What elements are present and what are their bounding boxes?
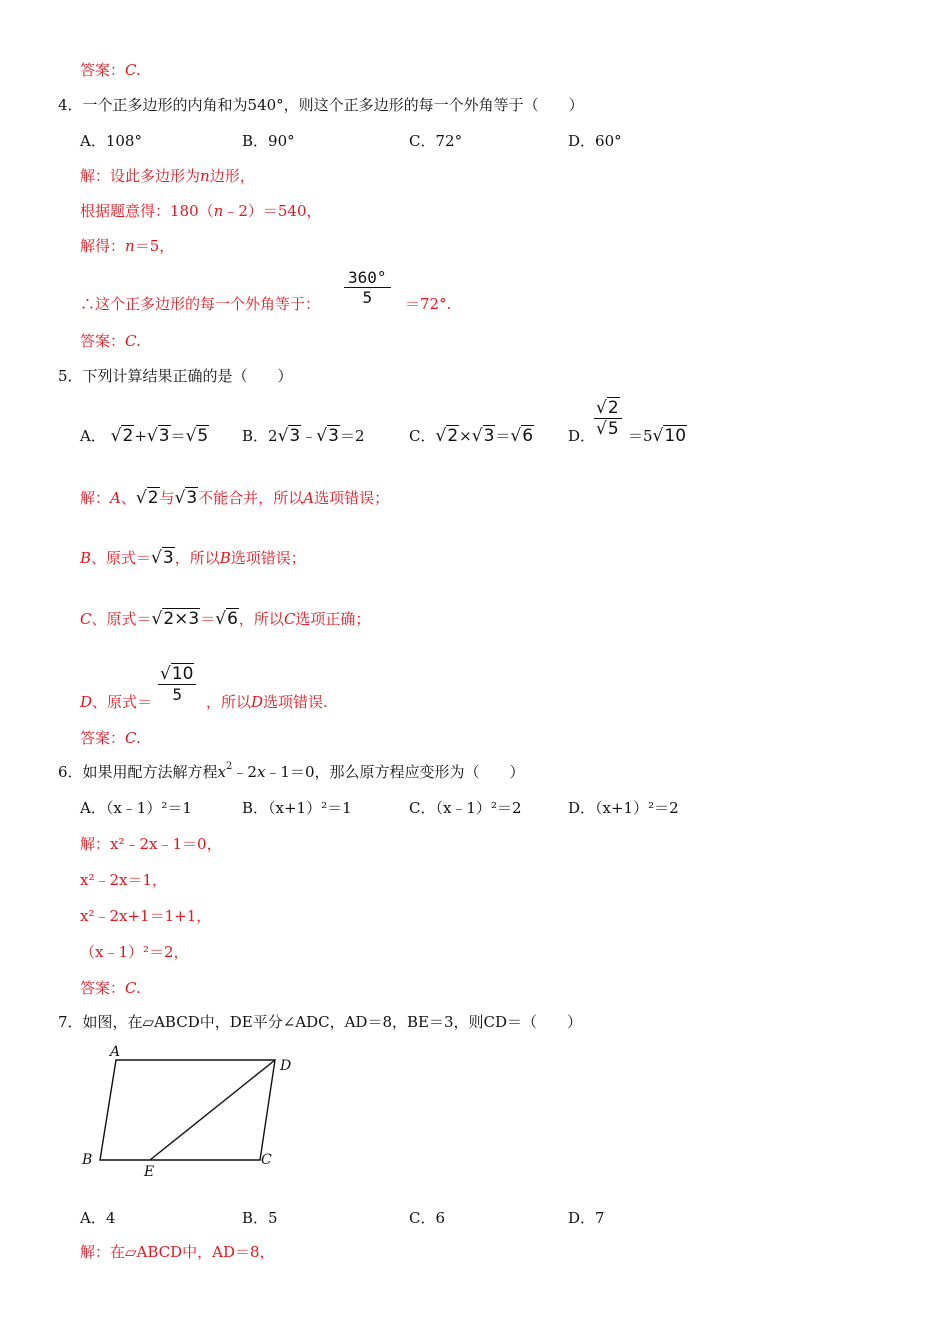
q3-answer: 答案：C. [80,61,141,79]
parallelogram-abcd [100,1060,275,1160]
vertex-label-c: C [261,1152,272,1168]
q6-solution-line-4: （x﹣1）²＝2， [80,943,189,961]
q5-solution-d-fraction: √10 5 [158,664,196,704]
q4-fraction-360-over-5: $\frac{360^\circ}{5}$ [344,268,391,307]
vertex-label-a: A [110,1044,121,1060]
q7-option-b: B．5 [242,1209,278,1227]
sqrt-icon: √2 [110,426,134,446]
q6-option-b: B．（x+1）²＝1 [242,799,352,817]
q5-stem: 5．下列计算结果正确的是（ ） [58,367,293,385]
q4-solution-line-3: 解得：n＝5， [80,237,175,255]
q4-solution-line-1: 解：设此多边形为n边形， [80,167,255,185]
q5-solution-d-tail: ，所以D选项错误. [206,693,328,711]
q4-option-a: A．108° [80,132,142,150]
q4-solution-line-4: ∴这个正多边形的每一个外角等于： [80,295,321,313]
q5-answer: 答案：C. [80,729,141,747]
q4-option-b: B．90° [242,132,295,150]
vertex-label-d: D [280,1058,292,1074]
q4-solution-line-2: 根据题意得：180（n﹣2）＝540， [80,202,322,220]
q7-parallelogram-figure [78,1040,308,1180]
q4-solution-result: ＝72°. [405,295,452,313]
q6-solution-line-1: 解：x²﹣2x﹣1＝0， [80,835,222,853]
q4-stem: 4．一个正多边形的内角和为540°，则这个正多边形的每一个外角等于（ ） [58,96,584,114]
vertex-label-b: B [82,1152,93,1168]
q6-answer: 答案：C. [80,979,141,997]
q5-solution-d: D、原式＝ [80,693,153,711]
q5-option-a: A． √2+√3＝√5 [80,426,209,446]
point-label-e: E [144,1164,155,1180]
q5-option-c: C．√2×√3＝√6 [409,426,534,446]
q5-option-d-label: D． [568,427,596,445]
q5-option-b: B．2√3﹣√3＝2 [242,426,365,446]
q6-option-a: A．（x﹣1）²＝1 [80,799,192,817]
q5-solution-b: B、原式＝√3，所以B选项错误； [80,548,306,568]
q7-option-a: A．4 [80,1209,116,1227]
q6-option-d: D．（x+1）²＝2 [568,799,679,817]
segment-de [150,1060,275,1160]
q7-option-c: C．6 [409,1209,446,1227]
q5-solution-c: C、原式＝√2×3＝√6，所以C选项正确； [80,609,371,629]
q6-option-c: C．（x﹣1）²＝2 [409,799,522,817]
q6-solution-line-2: x²﹣2x＝1， [80,871,168,889]
q4-option-d: D．60° [568,132,622,150]
q7-solution-line-1: 解：在▱ABCD中，AD＝8， [80,1243,275,1261]
q6-stem: 6．如果用配方法解方程$x^2﹣2x﹣1=0$，那么原方程应变形为（ ） [58,761,525,781]
q5-option-d-fraction: √2 √5 [594,398,622,439]
q5-solution-a: 解：A、√2与√3不能合并，所以A选项错误； [80,488,390,508]
q6-solution-line-3: x²﹣2x+1＝1+1， [80,907,212,925]
q4-option-c: C．72° [409,132,463,150]
q7-stem: 7．如图，在▱ABCD中，DE平分∠ADC，AD＝8，BE＝3，则CD＝（ ） [58,1013,583,1031]
q5-option-d-result: ＝5√10 [628,426,687,446]
q4-answer: 答案：C. [80,332,141,350]
q7-option-d: D．7 [568,1209,605,1227]
